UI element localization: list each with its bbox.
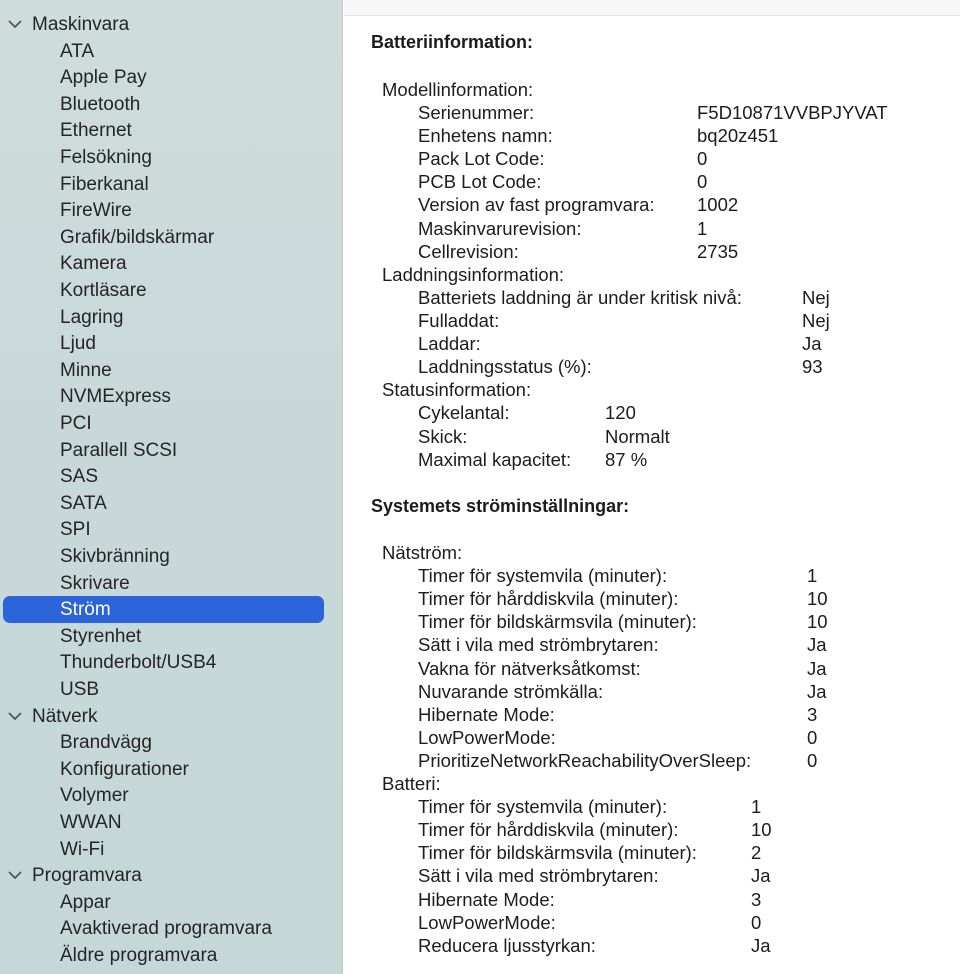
sidebar-item-label: Bluetooth (60, 94, 141, 115)
sidebar-item-konfigurationer[interactable] (0, 757, 343, 783)
sidebar (0, 0, 343, 974)
info-row-value: 0 (697, 148, 708, 169)
info-row-label: LowPowerMode: (418, 727, 556, 748)
sidebar-item-label: USB (60, 679, 100, 700)
sidebar-item-brandvagg[interactable] (0, 730, 343, 756)
info-row-value: 2 (751, 842, 762, 863)
info-row-label: Hibernate Mode: (418, 889, 555, 910)
subsection-title-natstrom: Nätström: (382, 542, 463, 563)
sidebar-item-label: Ethernet (60, 120, 132, 141)
info-row-value: 3 (807, 704, 818, 725)
sidebar-item-label: Parallell SCSI (60, 440, 178, 461)
sidebar-group-label: Nätverk (32, 706, 98, 727)
info-row-value: Ja (807, 681, 827, 702)
info-row-value: Ja (751, 935, 771, 956)
sidebar-group-label: Maskinvara (32, 14, 130, 35)
info-row-label: Maximal kapacitet: (418, 449, 572, 470)
subsection-title-modellinformation: Modellinformation: (382, 79, 534, 100)
sidebar-item-firewire[interactable] (0, 198, 343, 224)
info-row-label: Sätt i vila med strömbrytaren: (418, 634, 659, 655)
chevron-down-icon[interactable] (8, 863, 24, 889)
sidebar-item-label: Minne (60, 360, 112, 381)
section-title-power-settings: Systemets ströminställningar: (371, 496, 630, 516)
subsection-title-laddningsinformation: Laddningsinformation: (382, 264, 565, 285)
sidebar-item-label: SPI (60, 519, 91, 540)
sidebar-item-thunderbolt-usb4[interactable] (0, 650, 343, 676)
sidebar-item-wi-fi[interactable] (0, 837, 343, 863)
sidebar-item-aldre-programvara[interactable] (0, 943, 343, 969)
sidebar-group-maskinvara[interactable] (0, 12, 343, 38)
sidebar-item-kamera[interactable] (0, 251, 343, 277)
sidebar-item-parallell-scsi[interactable] (0, 438, 343, 464)
info-row-value: 1 (807, 565, 818, 586)
info-row-value: 10 (807, 611, 828, 632)
info-row-label: Vakna för nätverksåtkomst: (418, 658, 641, 679)
info-row-label: Timer för hårddiskvila (minuter): (418, 819, 679, 840)
info-row-value: Nej (802, 287, 830, 308)
sidebar-item-wwan[interactable] (0, 810, 343, 836)
info-row-value: 3 (751, 889, 762, 910)
sidebar-item-label: PCI (60, 413, 92, 434)
info-row-value: 120 (605, 402, 636, 423)
sidebar-item-label: Skrivare (60, 573, 130, 594)
sidebar-item-sas[interactable] (0, 464, 343, 490)
info-row-label: LowPowerMode: (418, 912, 556, 933)
info-row-label: Timer för bildskärmsvila (minuter): (418, 842, 697, 863)
sidebar-item-skrivare[interactable] (0, 571, 343, 597)
info-row-value: 0 (697, 171, 708, 192)
sidebar-item-strom[interactable] (0, 597, 343, 623)
info-row-value: 1002 (697, 194, 739, 215)
sidebar-item-label: Ljud (60, 333, 96, 354)
info-row-label: Nuvarande strömkälla: (418, 681, 604, 702)
sidebar-item-avaktiverad-programvara[interactable] (0, 916, 343, 942)
sidebar-item-appar[interactable] (0, 890, 343, 916)
info-row-value: 10 (751, 819, 772, 840)
sidebar-item-skivbranning[interactable] (0, 544, 343, 570)
info-row-value: 0 (751, 912, 762, 933)
info-row-value: F5D10871VVBPJYVAT (697, 102, 888, 123)
sidebar-item-label: NVMExpress (60, 386, 171, 407)
detail-pane (344, 0, 960, 974)
sidebar-item-label: Äldre programvara (60, 945, 218, 966)
subsection-title-batteri: Batteri: (382, 773, 441, 794)
sidebar-item-ata[interactable] (0, 39, 343, 65)
info-row-value: 1 (751, 796, 762, 817)
info-row-value: 2735 (697, 241, 739, 262)
sidebar-item-label: FireWire (60, 200, 132, 221)
sidebar-item-label: Thunderbolt/USB4 (60, 652, 217, 673)
sidebar-item-label: Ström (60, 599, 111, 620)
sidebar-item-label: Fiberkanal (60, 174, 149, 195)
pane-top-edge (344, 0, 960, 16)
section-title-battery: Batteriinformation: (371, 32, 533, 52)
sidebar-item-label: ATA (60, 41, 95, 62)
sidebar-item-lagring[interactable] (0, 305, 343, 331)
info-row-value: 1 (697, 218, 708, 239)
sidebar-item-bluetooth[interactable] (0, 92, 343, 118)
info-row-value: Ja (807, 658, 827, 679)
info-row-value: 0 (807, 750, 818, 771)
sidebar-item-label: Avaktiverad programvara (60, 918, 272, 939)
info-row-value: 10 (807, 588, 828, 609)
info-row-label: Hibernate Mode: (418, 704, 555, 725)
sidebar-item-label: Volymer (60, 785, 129, 806)
sidebar-item-usb[interactable] (0, 677, 343, 703)
chevron-down-icon[interactable] (8, 12, 24, 38)
sidebar-item-label: SATA (60, 493, 107, 514)
info-row-label: Version av fast programvara: (418, 194, 655, 215)
sidebar-item-nvmexpress[interactable] (0, 384, 343, 410)
info-row-label: Timer för systemvila (minuter): (418, 565, 668, 586)
sidebar-item-minne[interactable] (0, 358, 343, 384)
info-row-label: Laddningsstatus (%): (418, 356, 592, 377)
sidebar-item-volymer[interactable] (0, 783, 343, 809)
sidebar-group-label: Programvara (32, 865, 142, 886)
sidebar-item-label: Appar (60, 892, 111, 913)
sidebar-item-label: SAS (60, 466, 99, 487)
info-row-label: Enhetens namn: (418, 125, 553, 146)
info-row-value: Ja (802, 333, 822, 354)
info-row-label: Pack Lot Code: (418, 148, 545, 169)
sidebar-item-label: WWAN (60, 812, 122, 833)
info-row-value: Normalt (605, 426, 670, 447)
sidebar-item-label: Kortläsare (60, 280, 147, 301)
sidebar-item-spi[interactable] (0, 517, 343, 543)
info-row-label: Sätt i vila med strömbrytaren: (418, 865, 659, 886)
sidebar-item-label: Felsökning (60, 147, 152, 168)
info-row-label: Timer för bildskärmsvila (minuter): (418, 611, 697, 632)
info-row-value: Ja (807, 634, 827, 655)
sidebar-item-sata[interactable] (0, 491, 343, 517)
subsection-title-statusinformation: Statusinformation: (382, 379, 532, 400)
info-row-label: Reducera ljusstyrkan: (418, 935, 596, 956)
info-row-value: Nej (802, 310, 830, 331)
info-row-label: PCB Lot Code: (418, 171, 542, 192)
sidebar-group-natverk[interactable] (0, 704, 343, 730)
sidebar-item-label: Styrenhet (60, 626, 142, 647)
info-row-label: Batteriets laddning är under kritisk nivå: (418, 287, 742, 308)
sidebar-item-fiberkanal[interactable] (0, 172, 343, 198)
sidebar-item-label: Grafik/bildskärmar (60, 227, 215, 248)
sidebar-group-programvara[interactable] (0, 863, 343, 889)
info-row-label: Cellrevision: (418, 241, 519, 262)
info-row-label: Serienummer: (418, 102, 535, 123)
info-row-label: Timer för hårddiskvila (minuter): (418, 588, 679, 609)
chevron-down-icon[interactable] (8, 704, 24, 730)
sidebar-item-pci[interactable] (0, 411, 343, 437)
info-row-value: 93 (802, 356, 823, 377)
sidebar-item-label: Kamera (60, 253, 127, 274)
info-row-label: PrioritizeNetworkReachabilityOverSleep: (418, 750, 752, 771)
sidebar-item-label: Skivbränning (60, 546, 170, 567)
sidebar-item-grafik-bildskarmar[interactable] (0, 225, 343, 251)
info-row-value: 0 (807, 727, 818, 748)
sidebar-item-label: Brandvägg (60, 732, 152, 753)
info-row-value: Ja (751, 865, 771, 886)
info-row-value: 87 % (605, 449, 648, 470)
sidebar-item-felsokning[interactable] (0, 145, 343, 171)
info-row-value: bq20z451 (697, 125, 779, 146)
info-row-label: Skick: (418, 426, 468, 447)
sidebar-item-label: Apple Pay (60, 67, 147, 88)
info-row-label: Laddar: (418, 333, 481, 354)
sidebar-item-ljud[interactable] (0, 331, 343, 357)
sidebar-item-ethernet[interactable] (0, 118, 343, 144)
info-row-label: Timer för systemvila (minuter): (418, 796, 668, 817)
sidebar-item-label: Lagring (60, 307, 124, 328)
sidebar-item-label: Konfigurationer (60, 759, 189, 780)
sidebar-item-apple-pay[interactable] (0, 65, 343, 91)
sidebar-item-kortlasare[interactable] (0, 278, 343, 304)
info-row-label: Maskinvarurevision: (418, 218, 582, 239)
info-row-label: Cykelantal: (418, 402, 510, 423)
info-row-label: Fulladdat: (418, 310, 500, 331)
sidebar-item-label: Wi-Fi (60, 839, 105, 860)
sidebar-item-styrenhet[interactable] (0, 624, 343, 650)
selection-highlight (3, 596, 324, 623)
